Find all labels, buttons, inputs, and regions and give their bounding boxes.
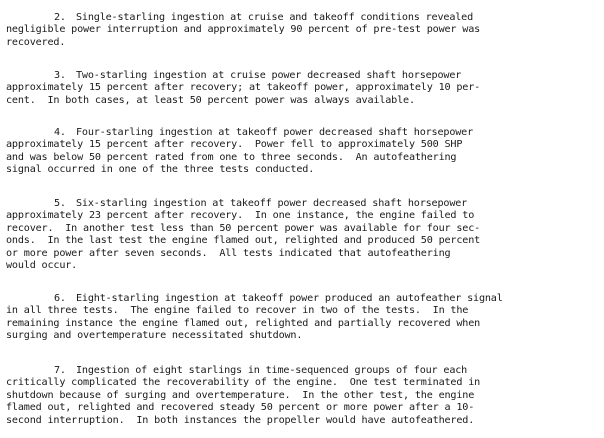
text-line: remaining instance the engine flamed out, relighted and partially recovered when: [6, 317, 481, 329]
text-line: critically complicated the recoverability of the engine. One test terminated in: [6, 377, 481, 389]
text-line: and was below 50 percent rated from one to three seconds. An autofeathering: [6, 151, 457, 163]
text-line: onds. In the last test the engine flamed out, relighted and produced 50 percent: [6, 235, 481, 247]
text-line: approximately 15 percent after recovery; at takeoff power, approximately 10 per-: [6, 82, 481, 94]
paragraph-number: 5.: [54, 198, 66, 209]
text-line: Four-starling ingestion at takeoff power decreased shaft horsepower: [76, 127, 474, 138]
text-line: Ingestion of eight starlings in time-sequenced groups of four each: [76, 365, 468, 376]
text-line: shutdown because of surging and overtemperature. In the other test, the engine: [6, 389, 475, 401]
text-line: surging and overtemperature necessitated shutdown.: [6, 330, 303, 342]
text-line: would occur.: [6, 260, 78, 271]
paragraph-number: 7.: [54, 365, 66, 376]
paragraph-number: 6.: [54, 293, 66, 304]
text-line: approximately 15 percent after recovery. Power fell to approximately 500 SHP: [6, 139, 463, 151]
text-line: recovered.: [6, 36, 66, 48]
text-line: flamed out, relighted and recovered steady 50 percent or more power after a 10-: [6, 402, 475, 414]
paragraph-number: 3.: [54, 70, 66, 81]
text-line: negligible power interruption and approximately 90 percent of pre-test power was: [6, 24, 481, 36]
text-line: approximately 23 percent after recovery. In one instance, the engine failed to: [6, 210, 475, 222]
text-line: second interruption. In both instances the propeller would have autofeathered.: [6, 414, 475, 426]
text-line: Single-starling ingestion at cruise and takeoff conditions revealed: [76, 12, 474, 23]
text-line: recover. In another test less than 50 percent power was available for four sec-: [6, 222, 481, 234]
text-line: or more power after seven seconds. All tests indicated that autofeathering: [6, 247, 451, 259]
text-line: Eight-starling ingestion at takeoff power produced an autofeather signal: [76, 293, 503, 304]
paragraph-number: 2.: [54, 12, 66, 23]
text-line: Six-starling ingestion at takeoff power decreased shaft horsepower: [76, 198, 468, 209]
text-line: in all three tests. The engine failed to recover in two of the tests. In the: [6, 305, 469, 317]
text-line: cent. In both cases, at least 50 percent power was always available.: [6, 94, 415, 106]
text-line: Two-starling ingestion at cruise power decreased shaft horsepower: [76, 70, 462, 81]
paragraph-number: 4.: [54, 127, 66, 138]
text-line: signal occurred in one of the three tests conducted.: [6, 164, 315, 176]
